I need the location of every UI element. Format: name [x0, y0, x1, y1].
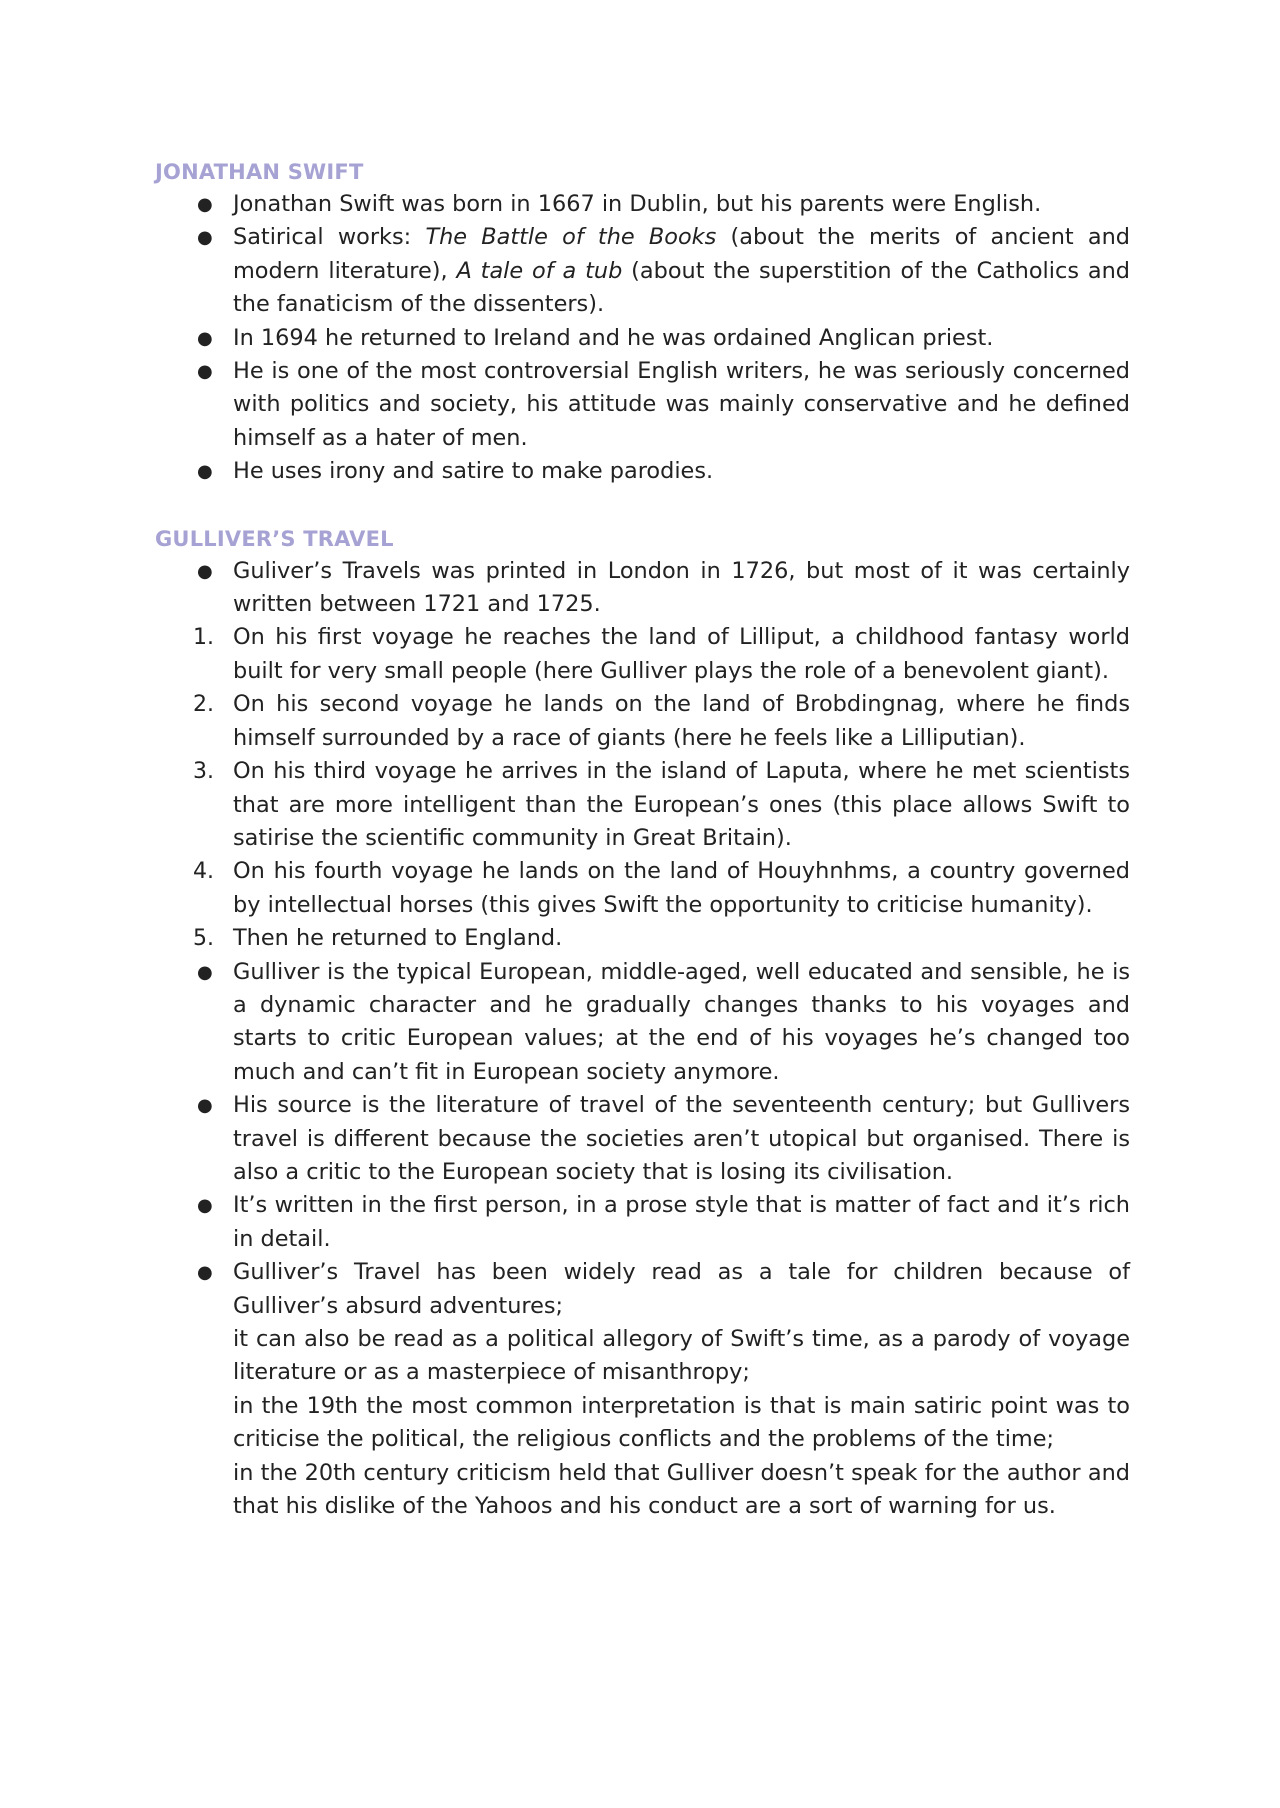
bullet-icon: ●	[197, 361, 213, 383]
list-number: 1.	[193, 625, 214, 651]
list-item	[155, 188, 1130, 221]
bullet-icon: ●	[197, 1262, 213, 1284]
list-item-text: (about the merits of ancient and modern literature),	[233, 224, 1131, 284]
section-heading-gullivers-travel: GULLIVER’S TRAVEL	[155, 526, 394, 551]
list-item-text: Jonathan Swift was born in 1667 in Dublin, but his parents were English.	[233, 191, 1042, 217]
list-item-text: It’s written in the first person, in a prose style that is matter of fact and it’s rich in detail.	[233, 1192, 1130, 1252]
list-item	[155, 555, 1130, 622]
list-item-continuation: it can also be read as a political allegory of Swift’s time, as a parody of voyage literature or as a masterpiece of misanthropy;	[233, 1326, 1130, 1386]
book-title: A tale of a tub	[456, 257, 623, 284]
document-content	[155, 156, 1130, 1523]
section-heading-jonathan-swift: JONATHAN SWIFT	[155, 160, 364, 184]
list-item-text: Gulliver is the typical European, middle-aged, well educated and sensible, he is a dynamic character and he gradually changes thanks to his voyages and starts to critic European values; at the end of his voyages he’s changed too much and can’t fit in European society anymore.	[233, 958, 1130, 1085]
list-item-text: He is one of the most controversial English writers, he was seriously concerned with politics and society, his attitude was mainly conservative and he defined himself as a hater of men.	[233, 358, 1130, 451]
bullet-icon: ●	[197, 194, 213, 215]
list-item-text: Satirical works:	[233, 224, 426, 251]
list-item	[155, 221, 1130, 321]
list-item	[155, 621, 1130, 688]
list-number: 2.	[193, 692, 214, 718]
bullet-icon: ●	[197, 327, 213, 349]
jonathan-swift-list	[155, 188, 1130, 489]
list-item-text: On his third voyage he arrives in the island of Laputa, where he met scientists that are more intelligent than the European’s ones (this place allows Swift to satirise the scientific community in Great Britain).	[233, 758, 1130, 851]
list-item	[155, 688, 1130, 755]
bullet-icon: ●	[197, 560, 213, 582]
list-item	[155, 855, 1130, 922]
list-item	[155, 1089, 1130, 1189]
list-item-text: On his fourth voyage he lands on the land of Houyhnhms, a country governed by intellectual horses (this gives Swift the opportunity to criticise humanity).	[233, 858, 1130, 918]
list-item-text: (about the superstition of the Catholics and the fanaticism of the dissenters).	[233, 257, 1130, 318]
list-item	[155, 1189, 1130, 1256]
list-number: 5.	[193, 926, 214, 952]
bullet-icon: ●	[197, 461, 213, 483]
bullet-icon: ●	[197, 1095, 213, 1117]
list-number: 3.	[193, 759, 214, 785]
list-item-text: On his first voyage he reaches the land of Lilliput, a childhood fantasy world built for very small people (here Gulliver plays the role of a benevolent giant).	[233, 624, 1130, 684]
bullet-icon: ●	[197, 1195, 213, 1217]
list-number: 4.	[193, 859, 214, 885]
list-item	[155, 1256, 1130, 1523]
book-title: The Battle of the Books	[425, 224, 717, 251]
list-item-text: On his second voyage he lands on the land of Brobdingnag, where he finds himself surrounded by a race of giants (here he feels like a Lilliputian).	[233, 691, 1130, 751]
list-item-continuation: in the 19th the most common interpretation is that is main satiric point was to criticise the political, the religious conflicts and the problems of the time;	[233, 1392, 1130, 1453]
list-item	[155, 755, 1130, 855]
list-item	[155, 455, 1130, 488]
list-item	[155, 956, 1130, 1090]
gullivers-travel-list	[155, 555, 1130, 1524]
bullet-icon: ●	[197, 961, 213, 983]
list-item-text: He uses irony and satire to make parodies.	[233, 458, 714, 485]
list-item	[155, 922, 1130, 955]
bullet-icon: ●	[197, 227, 213, 249]
list-item	[155, 322, 1130, 355]
list-item-continuation: in the 20th century criticism held that Gulliver doesn’t speak for the author and that his dislike of the Yahoos and his conduct are a sort of warning for us.	[233, 1459, 1130, 1520]
list-item-text: In 1694 he returned to Ireland and he was ordained Anglican priest.	[233, 324, 994, 351]
list-item-text: Gulliver’s Travel has been widely read as a tale for children because of Gulliver’s absurd adventures;	[233, 1259, 1130, 1319]
list-item-text: Guliver’s Travels was printed in London in 1726, but most of it was certainly written between 1721 and 1725.	[233, 557, 1130, 618]
list-item	[155, 355, 1130, 455]
list-item-text: Then he returned to England.	[233, 925, 563, 952]
list-item-text: His source is the literature of travel of the seventeenth century; but Gullivers travel is different because the societies aren’t utopical but organised. There is also a critic to the European society that is losing its civilisation.	[233, 1092, 1130, 1185]
